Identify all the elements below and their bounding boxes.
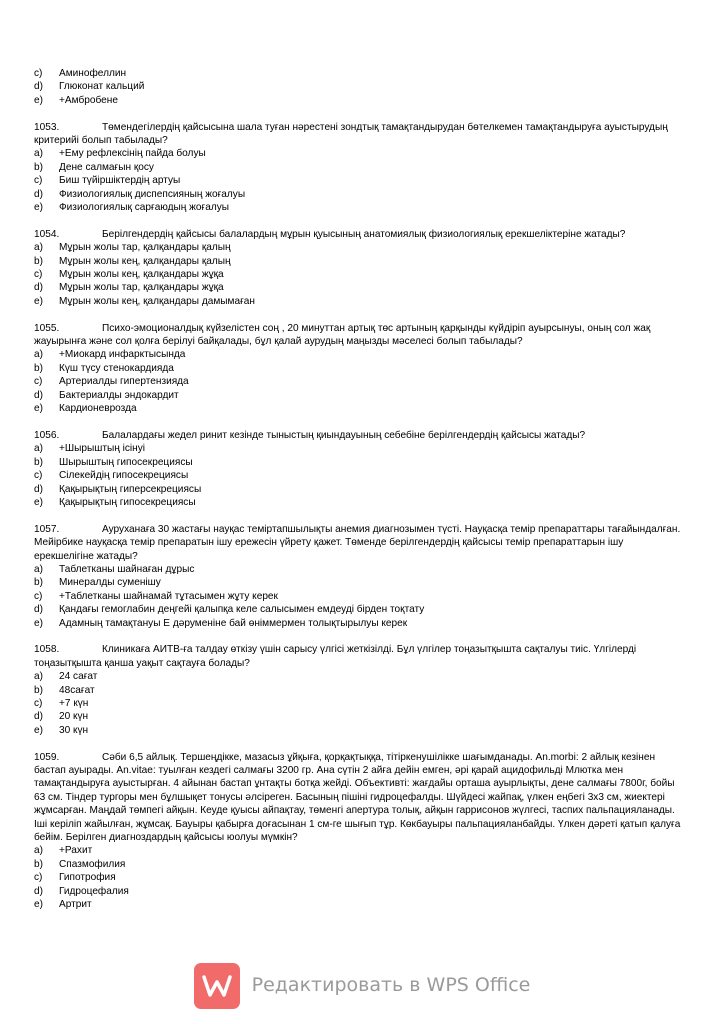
option-letter: e) bbox=[34, 496, 43, 508]
question-text bbox=[34, 523, 684, 563]
question-number: 1055. bbox=[34, 322, 60, 334]
option-text: Таблетканы шайнаған дұрыс bbox=[59, 563, 195, 575]
answer-option bbox=[34, 80, 684, 93]
answer-option bbox=[34, 670, 684, 683]
option-text: 48сағат bbox=[59, 684, 95, 696]
option-letter: b) bbox=[34, 362, 43, 374]
answer-option bbox=[34, 147, 684, 160]
option-text: 30 күн bbox=[59, 724, 89, 736]
option-text: Физиологиялық диспепсияның жоғалуы bbox=[59, 188, 246, 200]
question-number: 1059. bbox=[34, 751, 60, 763]
option-letter: d) bbox=[34, 711, 43, 723]
option-letter: a) bbox=[34, 443, 43, 455]
option-letter: a) bbox=[34, 148, 43, 160]
option-text: 20 күн bbox=[59, 711, 89, 723]
option-text: Гипотрофия bbox=[59, 872, 116, 884]
answer-option bbox=[34, 268, 684, 281]
wps-watermark[interactable] bbox=[0, 958, 724, 1014]
option-text: Артериалды гипертензияда bbox=[59, 376, 189, 388]
option-text: +Рахит bbox=[59, 845, 93, 857]
option-text: Сілекейдің гипосекрециясы bbox=[59, 470, 189, 482]
option-letter: d) bbox=[34, 604, 43, 616]
question-text bbox=[34, 751, 684, 845]
answer-option bbox=[34, 174, 684, 187]
answer-option bbox=[34, 871, 684, 884]
option-letter: c) bbox=[34, 175, 43, 187]
option-text: Күш түсу стенокардияда bbox=[59, 362, 174, 374]
option-text: Спазмофилия bbox=[59, 858, 126, 870]
question-body: Балалардағы жедел ринит кезінде тыныстың қиындауының себебіне берілгендердің қайсысы жатады? bbox=[102, 429, 586, 441]
option-letter: e) bbox=[34, 94, 43, 106]
question-body: Психо-эмоционалдық күйзелістен соң , 20 минуттан артық төс артының қарқынды күйдіріп ауырсынуы, оның сол жақ жауырынға және сол қолға берілуі байқалады, бұл қалай аурудың маңызды мәселесі болып табылады? bbox=[34, 322, 651, 348]
option-letter: d) bbox=[34, 389, 43, 401]
question-number: 1056. bbox=[34, 429, 60, 441]
option-text: Минералды суменішу bbox=[59, 577, 161, 589]
option-letter: a) bbox=[34, 242, 43, 254]
question-block bbox=[34, 523, 684, 630]
option-letter: a) bbox=[34, 671, 43, 683]
document-page bbox=[34, 67, 684, 925]
option-letter: b) bbox=[34, 161, 43, 173]
option-letter: b) bbox=[34, 577, 43, 589]
question-body: Берілгендердің қайсысы балалардың мұрын қуысының анатомиялық физиологиялық ерекшеліктеріне жатады? bbox=[102, 228, 626, 240]
option-letter: d) bbox=[34, 282, 43, 294]
question-body: Төмендегілердің қайсысына шала туған нәрестені зондтық тамақтандырудан бөтелкемен тамақтандыруға ауыстырудың критерийі болып табылады? bbox=[34, 121, 668, 147]
answer-option bbox=[34, 295, 684, 308]
answer-option bbox=[34, 456, 684, 469]
answer-option bbox=[34, 255, 684, 268]
option-letter: e) bbox=[34, 899, 43, 911]
option-letter: c) bbox=[34, 590, 43, 602]
question-text bbox=[34, 322, 684, 349]
answer-option bbox=[34, 348, 684, 361]
option-text: +7 күн bbox=[59, 698, 89, 709]
option-letter: c) bbox=[34, 470, 43, 482]
watermark-text: Редактировать в WPS Office bbox=[251, 974, 531, 997]
intro-options bbox=[34, 67, 684, 107]
option-letter: b) bbox=[34, 684, 43, 696]
question-text bbox=[34, 643, 684, 670]
option-text: Қандағы гемоглабин деңгейі қалыпқа келе салысымен емдеуді бірден тоқтату bbox=[59, 604, 425, 616]
wps-logo-icon bbox=[194, 963, 240, 1009]
question-text bbox=[34, 429, 684, 442]
option-text: Глюконат кальций bbox=[59, 81, 145, 93]
answer-option bbox=[34, 362, 684, 375]
answer-option bbox=[34, 844, 684, 857]
option-text: Мұрын жолы тар, қалқандары қалың bbox=[59, 242, 231, 254]
question-block bbox=[34, 429, 684, 509]
option-text: Кардионевроздa bbox=[59, 403, 137, 415]
option-text: Бактериалды эндокардит bbox=[59, 389, 179, 401]
option-text: Қақырықтың гиперсекрециясы bbox=[59, 483, 202, 495]
option-letter: c) bbox=[34, 376, 43, 388]
question-number: 1053. bbox=[34, 121, 60, 133]
answer-option bbox=[34, 603, 684, 616]
question-block bbox=[34, 322, 684, 416]
option-text: +Миокард инфарктысында bbox=[59, 349, 186, 361]
answer-option bbox=[34, 281, 684, 294]
option-letter: c) bbox=[34, 68, 43, 79]
answer-option bbox=[34, 389, 684, 402]
answer-option bbox=[34, 442, 684, 455]
option-text: Гидроцефалия bbox=[59, 885, 129, 897]
option-text: Адамның тамақтануы Е дәруменіне бай өніммермен толықтырылуы керек bbox=[59, 617, 408, 629]
option-letter: d) bbox=[34, 81, 43, 93]
option-letter: e) bbox=[34, 617, 43, 629]
option-text: Аминофеллин bbox=[59, 68, 127, 79]
answer-option bbox=[34, 201, 684, 214]
option-letter: a) bbox=[34, 349, 43, 361]
option-text: Физиологиялық сарғаюдың жоғалуы bbox=[59, 202, 230, 214]
answer-option bbox=[34, 898, 684, 911]
question-block bbox=[34, 643, 684, 737]
question-body: Сәби 6,5 айлық. Тершеңдікке, мазасыз ұйқыға, қорқақтыққа, тітіркенушілікке шағымданады. An.morbi: 2 айлық кезінен бастап ауырады. An.vitae: туылған кездегі салмағы 3200 гр. Ана сүтін 2 айға дейін емген, әрі қарай ацидофильді Млютка мен тамақтандыруға ауыстырған. 4 айынан бастап ұнтақты ботқа жейді. Объективті: жағдайы орташа ауырлықты, дене салмағы 7800г, бойы 63 см. Тіндер тургоры мен бұлшықет тонусы әлсіреген. Басының пішіні гидроцефалды. Шүйдесі жайпақ, үлкен еңбегі 3х3 см, жиектері жұмсарған. Маңдай төмпегі айқын. Кеуде қуысы айпақтау, төменгі апертура толық, айқын гаррисонов жүлгесі, таспих пальпацияланады. Іші керіліп жайылған, жұмсақ. Бауыры қабырға доғасынан 1 см-ге шығып тұр. Көкбауыры пальпацияланбайды. Үлкен дәреті қатып қалуға бейім. Берілген диагноздардың қайсысы юолуы мүмкін? bbox=[34, 751, 681, 844]
answer-option bbox=[34, 67, 684, 80]
option-text: Мұрын жолы тар, қалқандары жұқа bbox=[59, 282, 224, 294]
question-number: 1054. bbox=[34, 228, 60, 240]
answer-option bbox=[34, 188, 684, 201]
answer-option bbox=[34, 402, 684, 415]
answer-option bbox=[34, 724, 684, 737]
option-letter: d) bbox=[34, 885, 43, 897]
option-text: Дене салмағын қосу bbox=[59, 161, 154, 173]
answer-option bbox=[34, 710, 684, 723]
option-letter: b) bbox=[34, 858, 43, 870]
answer-option bbox=[34, 241, 684, 254]
answer-option bbox=[34, 496, 684, 509]
answer-option bbox=[34, 483, 684, 496]
option-text: +Ему рефлексінің пайда болуы bbox=[59, 148, 206, 160]
option-text: +Таблетканы шайнамай тұтасымен жұту керек bbox=[59, 590, 278, 602]
option-letter: e) bbox=[34, 724, 43, 736]
option-letter: d) bbox=[34, 188, 43, 200]
answer-option bbox=[34, 469, 684, 482]
option-text: 24 сағат bbox=[59, 671, 98, 683]
option-letter: b) bbox=[34, 456, 43, 468]
question-list bbox=[34, 121, 684, 912]
answer-option bbox=[34, 576, 684, 589]
option-text: Биш түйіршіктердің артуы bbox=[59, 175, 181, 187]
answer-option bbox=[34, 617, 684, 630]
option-letter: b) bbox=[34, 255, 43, 267]
option-text: Қақырықтың гипосекрециясы bbox=[59, 496, 196, 508]
answer-option bbox=[34, 94, 684, 107]
option-letter: c) bbox=[34, 872, 43, 884]
option-letter: e) bbox=[34, 403, 43, 415]
question-block bbox=[34, 121, 684, 215]
option-text: +Амбробене bbox=[59, 94, 118, 106]
option-letter: c) bbox=[34, 269, 43, 281]
question-block bbox=[34, 751, 684, 912]
option-letter: e) bbox=[34, 295, 43, 307]
option-text: Мұрын жолы кең, қалқандары қалың bbox=[59, 255, 231, 267]
answer-option bbox=[34, 161, 684, 174]
question-body: Клиникаға АИТВ-ға талдау өткізу үшін сарысу үлгісі жеткізілді. Бұл үлгілер тоңазытқышта сақталуы тиіс. Үлгілерді тоңазытқышта қанша уақыт сақтауға болады? bbox=[34, 644, 637, 669]
answer-option bbox=[34, 684, 684, 697]
question-body: Ауруханаға 30 жастағы науқас теміртапшылықты анемия диагнозымен түсті. Науқасқа темір препараттары тағайындалған. Мейірбике науқасқа темір препаратын ішу ережесін үйрету қажет. Төменде берілгендердің қайсысы темір препараттарын ішу ерекшелігіне жатады? bbox=[34, 523, 681, 562]
option-letter: c) bbox=[34, 698, 43, 709]
option-letter: a) bbox=[34, 563, 43, 575]
option-letter: a) bbox=[34, 845, 43, 857]
option-text: Артрит bbox=[59, 899, 92, 911]
option-text: Мұрын жолы кең, қалқандары дамымаған bbox=[59, 295, 255, 307]
answer-option bbox=[34, 590, 684, 603]
option-text: +Шырыштың ісінуі bbox=[59, 443, 146, 455]
option-text: Шырыштың гипосекрециясы bbox=[59, 456, 193, 468]
answer-option bbox=[34, 885, 684, 898]
answer-option bbox=[34, 858, 684, 871]
option-letter: d) bbox=[34, 483, 43, 495]
answer-option bbox=[34, 375, 684, 388]
answer-option bbox=[34, 563, 684, 576]
question-text bbox=[34, 121, 684, 148]
question-number: 1058. bbox=[34, 644, 60, 656]
question-block bbox=[34, 228, 684, 308]
question-number: 1057. bbox=[34, 523, 60, 535]
option-text: Мұрын жолы кең, қалқандары жұқа bbox=[59, 269, 224, 281]
answer-option bbox=[34, 697, 684, 710]
option-letter: e) bbox=[34, 202, 43, 214]
question-text bbox=[34, 228, 684, 241]
